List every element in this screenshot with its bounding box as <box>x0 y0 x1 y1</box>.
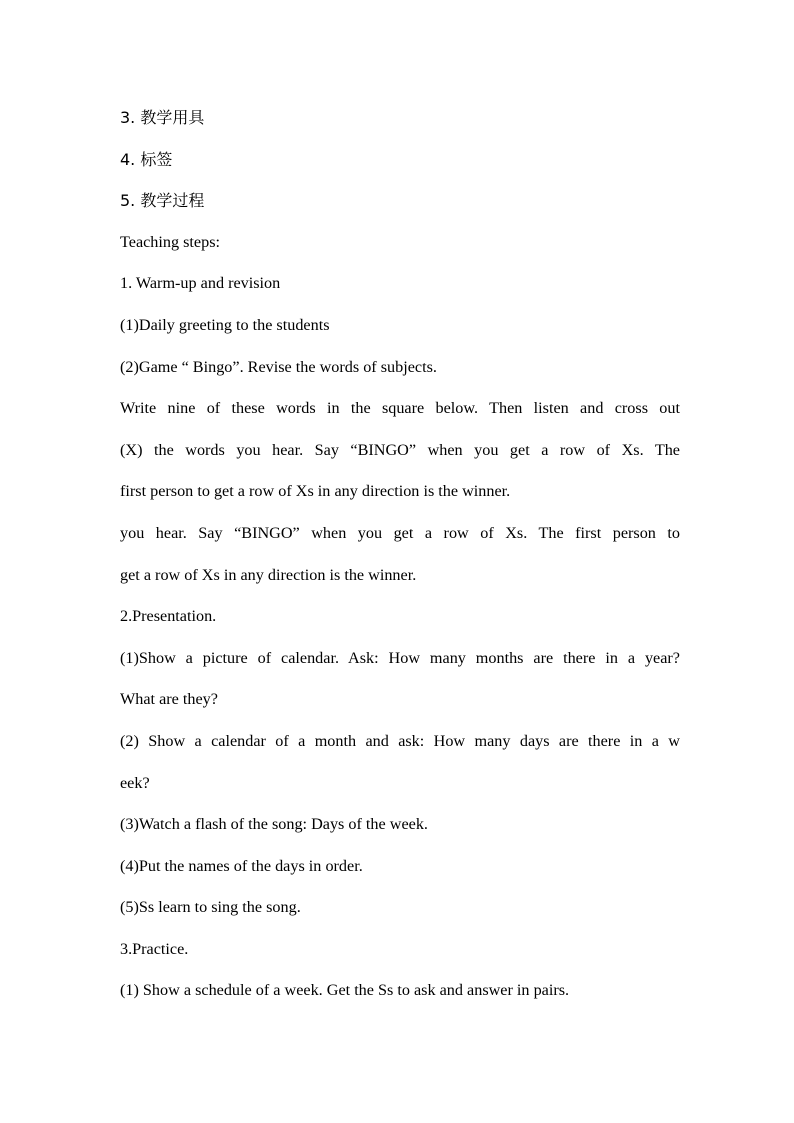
bingo-instructions-line-2: (X) the words you hear. Say “BINGO” when you get a row of Xs. The <box>120 440 680 459</box>
calendar-month-line: (2) Show a calendar of a month and ask: How many days are there in a w <box>120 731 680 750</box>
item-labels: 4. 标签 <box>120 149 173 169</box>
item-teaching-tools: 3. 教学用具 <box>120 108 205 127</box>
learn-song-line: (5)Ss learn to sing the song. <box>120 898 301 917</box>
bingo-instructions-line-1: Write nine of these words in the square below. Then listen and cross out <box>120 399 680 418</box>
bingo-repeat-line-2: get a row of Xs in any direction is the winner. <box>120 565 417 584</box>
teaching-steps-heading: Teaching steps: <box>120 232 221 251</box>
put-names-line: (4)Put the names of the days in order. <box>120 856 363 875</box>
bingo-repeat-line-1: you hear. Say “BINGO” when you get a row of Xs. The first person to <box>120 523 680 542</box>
step-presentation-heading: 2.Presentation. <box>120 607 217 626</box>
calendar-month-line-cont: eek? <box>120 773 150 792</box>
what-are-they-line: What are they? <box>120 690 218 709</box>
step-practice-heading: 3.Practice. <box>120 939 189 958</box>
watch-flash-line: (3)Watch a flash of the song: Days of the week. <box>120 815 428 834</box>
bingo-game-line: (2)Game “ Bingo”. Revise the words of subjects. <box>120 357 437 376</box>
item-teaching-process: 5. 教学过程 <box>120 191 205 211</box>
schedule-line: (1) Show a schedule of a week. Get the Ss to ask and answer in pairs. <box>120 981 570 1000</box>
calendar-picture-line: (1)Show a picture of calendar. Ask: How many months are there in a year? <box>120 648 680 667</box>
daily-greeting-line: (1)Daily greeting to the students <box>120 315 330 334</box>
step-warm-up-heading: 1. Warm-up and revision <box>120 274 281 293</box>
document-page <box>120 97 680 1012</box>
bingo-instructions-line-3: first person to get a row of Xs in any direction is the winner. <box>120 482 511 501</box>
